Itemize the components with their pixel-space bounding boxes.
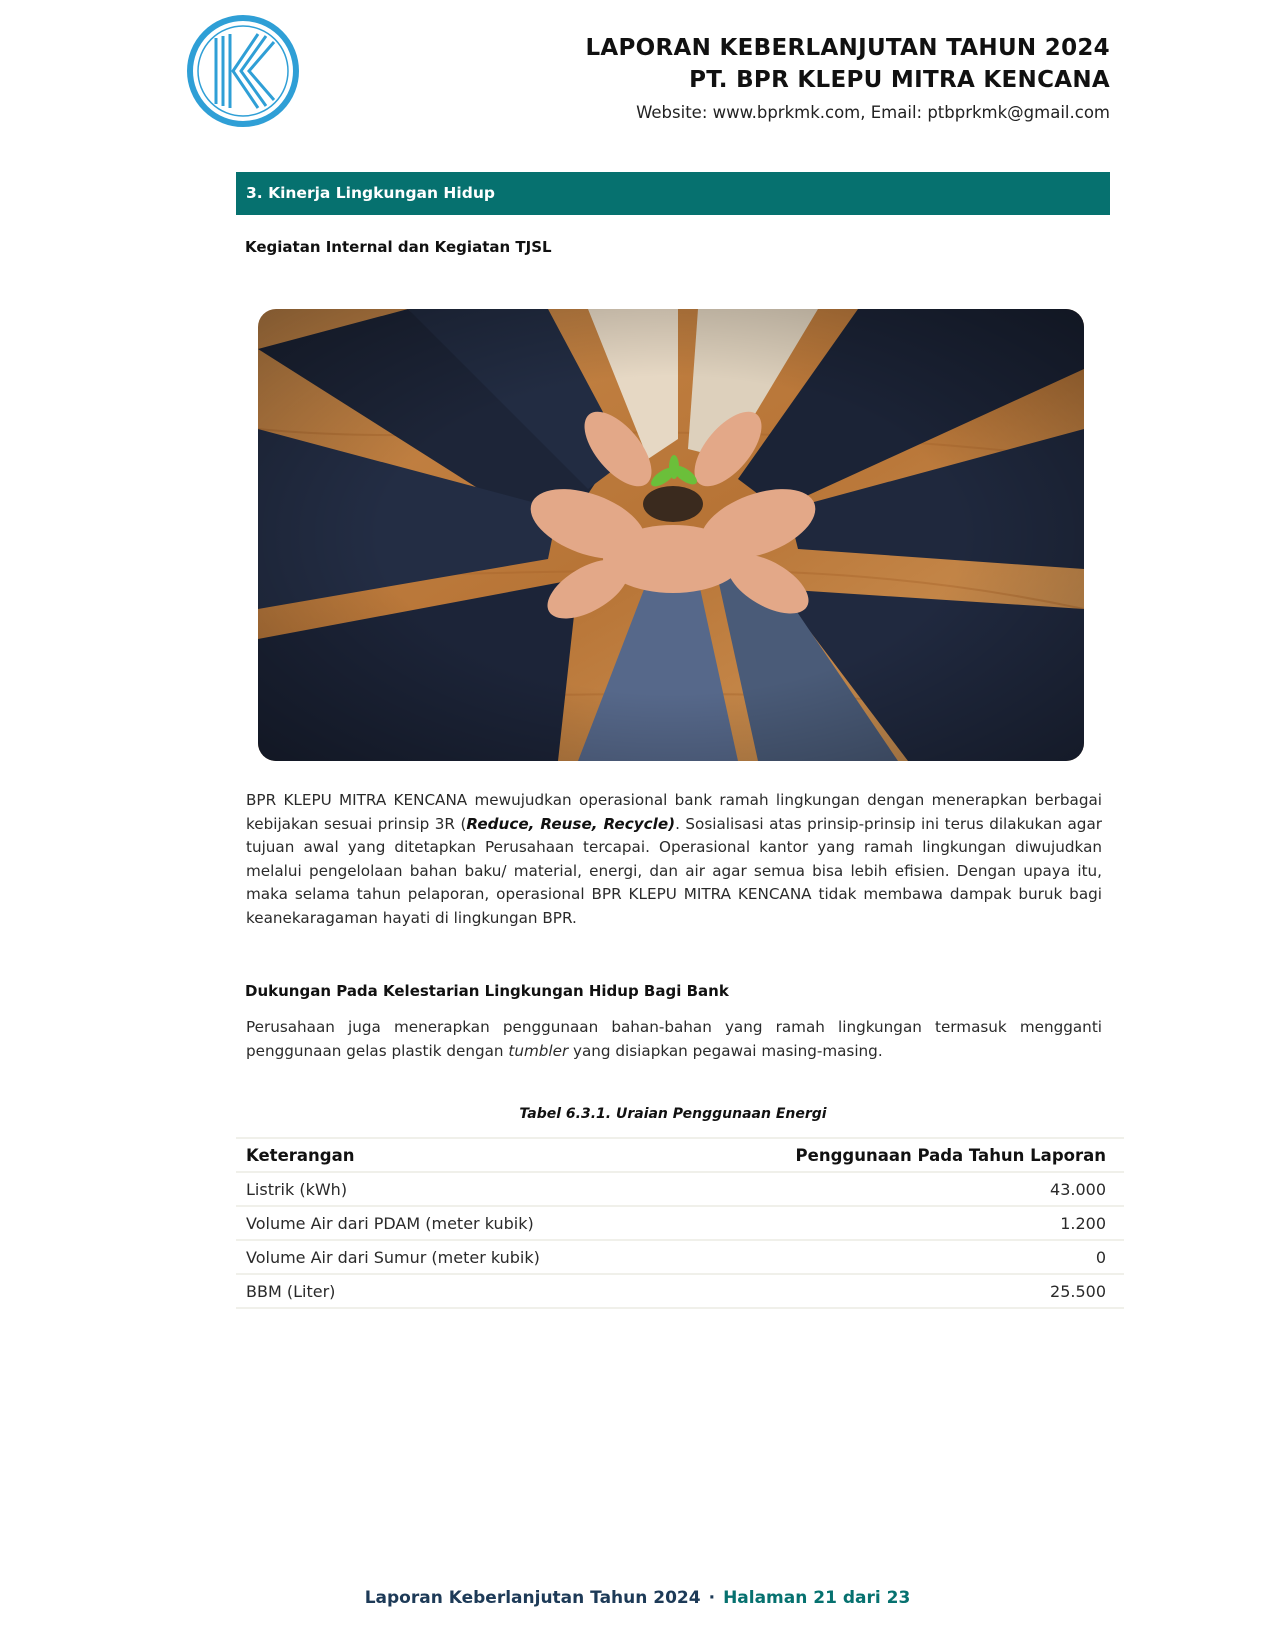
tumbler-emphasis: tumbler	[508, 1041, 569, 1060]
table-row	[236, 1206, 1124, 1240]
table-row	[236, 1240, 1124, 1274]
page-footer	[0, 1588, 1275, 1608]
report-header	[585, 32, 1110, 128]
table-row	[236, 1172, 1124, 1206]
energy-usage-table	[236, 1137, 1124, 1309]
paragraph-3r-principles: BPR KLEPU MITRA KENCANA mewujudkan operasional bank ramah lingkungan dengan menerapkan berbagai kebijakan sesuai prinsip 3R (Reduce, Reuse, Recycle). Sosialisasi atas prinsip-prinsip ini terus dilakukan agar tujuan awal yang ditetapkan Perusahaan tercapai. Operasional kantor yang ramah lingkungan diwujudkan melalui pengelolaan bahan baku/ material, energi, dan air agar semua bisa lebih efisien. Dengan upaya itu, maka selama tahun pelaporan, operasional BPR KLEPU MITRA KENCANA tidak membawa dampak buruk bagi keanekaragaman hayati di lingkungan BPR.	[246, 791, 1102, 927]
company-name: PT. BPR KLEPU MITRA KENCANA	[689, 67, 1110, 93]
table-row	[236, 1274, 1124, 1308]
bank-logo-icon	[186, 14, 300, 128]
report-title: LAPORAN KEBERLANJUTAN TAHUN 2024	[585, 35, 1110, 61]
row-value: 1.200	[669, 1206, 1124, 1240]
row-value: 43.000	[669, 1172, 1124, 1206]
subheading-environment-support: Dukungan Pada Kelestarian Lingkungan Hidup Bagi Bank	[245, 982, 729, 1000]
column-header-usage: Penggunaan Pada Tahun Laporan	[669, 1138, 1124, 1172]
footer-separator: ·	[708, 1588, 716, 1608]
row-label: BBM (Liter)	[236, 1274, 669, 1308]
row-value: 0	[669, 1240, 1124, 1274]
table-header-row	[236, 1138, 1124, 1172]
paragraph-tumbler: Perusahaan juga menerapkan penggunaan bahan-bahan yang ramah lingkungan termasuk mengganti penggunaan gelas plastik dengan tumbler yang disiapkan pegawai masing-masing.	[246, 1018, 1102, 1060]
subheading-internal-activities: Kegiatan Internal dan Kegiatan TJSL	[245, 238, 552, 256]
row-label: Listrik (kWh)	[236, 1172, 669, 1206]
row-label: Volume Air dari PDAM (meter kubik)	[236, 1206, 669, 1240]
page-number: Halaman 21 dari 23	[723, 1588, 911, 1608]
footer-report-name: Laporan Keberlanjutan Tahun 2024	[364, 1588, 701, 1608]
contact-info: Website: www.bprkmk.com, Email: ptbprkmk@gmail.com	[636, 103, 1110, 122]
section-title-bar: 3. Kinerja Lingkungan Hidup	[236, 172, 1110, 215]
table-caption: Tabel 6.3.1. Uraian Penggunaan Energi	[519, 1106, 827, 1122]
hands-holding-seedling-photo	[258, 309, 1084, 761]
column-header-description: Keterangan	[236, 1138, 669, 1172]
row-label: Volume Air dari Sumur (meter kubik)	[236, 1240, 669, 1274]
3r-emphasis: Reduce, Reuse, Recycle)	[466, 814, 676, 833]
row-value: 25.500	[669, 1274, 1124, 1308]
